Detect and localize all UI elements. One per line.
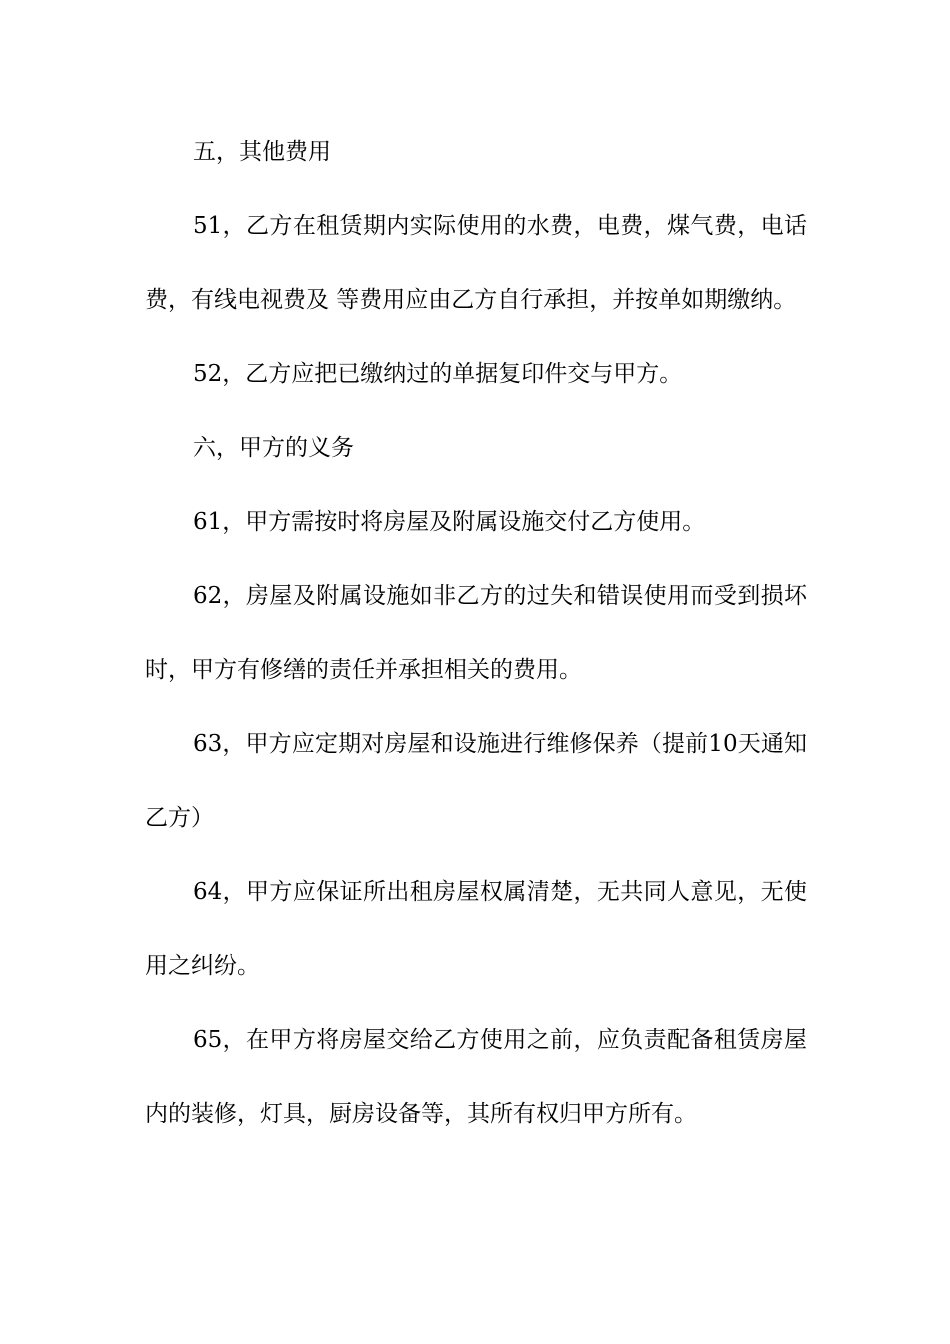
clause-65: 65，在甲方将房屋交给乙方使用之前，应负责配备租赁房屋内的装修，灯具，厨房设备等，其所有权归甲方所有。 (145, 1027, 807, 1127)
clause-63: 63，甲方应定期对房屋和设施进行维修保养（提前10天通知乙方） (145, 731, 807, 831)
clause-64: 64，甲方应保证所出租房屋权属清楚，无共同人意见，无使用之纠纷。 (145, 879, 807, 979)
clause-51: 51，乙方在租赁期内实际使用的水费，电费，煤气费，电话费，有线电视费及 等费用应由乙方自行承担，并按单如期缴纳。 (145, 213, 807, 313)
clause-62: 62，房屋及附属设施如非乙方的过失和错误使用而受到损坏时，甲方有修缮的责任并承担相关的费用。 (145, 583, 807, 683)
document-body (145, 115, 807, 1151)
clause-61: 61，甲方需按时将房屋及附属设施交付乙方使用。 (193, 509, 706, 535)
section-heading-party-a-obligations: 六，甲方的义务 (193, 435, 354, 461)
section-heading-other-fees: 五，其他费用 (193, 139, 331, 165)
clause-52: 52，乙方应把已缴纳过的单据复印件交与甲方。 (193, 361, 683, 387)
